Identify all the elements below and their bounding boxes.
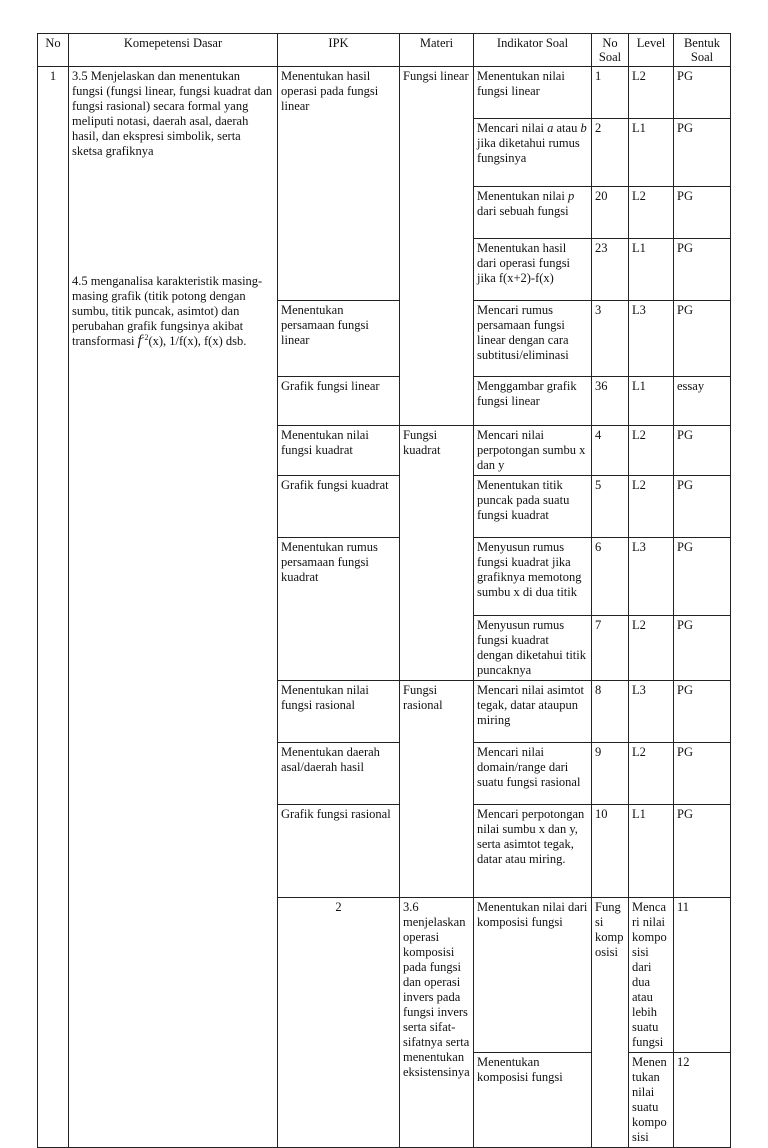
no-soal-cell: 23 [592, 239, 629, 301]
indikator-cell: Mencari nilai domain/range dari suatu fungsi rasional [474, 743, 592, 805]
level-cell: L3 [629, 681, 674, 743]
indikator-cell: Mencari nilai perpotongan sumbu x dan y [474, 426, 592, 476]
no-soal-cell: 9 [592, 743, 629, 805]
level-cell: L3 [629, 538, 674, 616]
kd-4-5-function: f [137, 333, 142, 349]
ipk-cell: Menentukan daerah asal/daerah hasil [278, 743, 400, 805]
kd-4-5-before: 4.5 menganalisa karakteristik masing-masing grafik (titik potong dengan sumbu, titik puncak, asimtot) dan perubahan grafik fungsinya akibat transformasi [72, 274, 263, 348]
ipk-cell: Grafik fungsi linear [278, 377, 400, 426]
indikator-cell: Menentukan nilai p dari sebuah fungsi [474, 187, 592, 239]
indikator-cell: Menggambar grafik fungsi linear [474, 377, 592, 426]
header-materi: Materi [400, 34, 474, 67]
indikator-cell: Mencari perpotongan nilai sumbu x dan y, serta asimtot tegak, datar atau miring. [474, 805, 592, 898]
no-soal-cell: 7 [592, 616, 629, 681]
no-soal-cell: 20 [592, 187, 629, 239]
ipk-cell: Menentukan nilai fungsi kuadrat [278, 426, 400, 476]
no-soal-cell: 12 [674, 1053, 731, 1148]
bentuk-soal-cell: PG [674, 239, 731, 301]
bentuk-soal-cell: PG [674, 743, 731, 805]
indikator-cell: Menentukan titik puncak pada suatu fungsi kuadrat [474, 476, 592, 538]
level-cell: L2 [629, 426, 674, 476]
no-soal-cell: 8 [592, 681, 629, 743]
indikator-cell: Menentukan nilai suatu komposisi [629, 1053, 674, 1148]
indikator-cell: Mencari nilai komposisi dari dua atau lebih suatu fungsi [629, 898, 674, 1053]
bentuk-soal-cell: PG [674, 119, 731, 187]
kd-4-5-after: (x), 1/f(x), f(x) dsb. [148, 334, 247, 348]
header-kompetensi-dasar: Komepetensi Dasar [69, 34, 278, 67]
ipk-cell: Menentukan komposisi fungsi [474, 1053, 592, 1148]
table-row [38, 67, 731, 119]
bentuk-soal-cell: PG [674, 187, 731, 239]
kd-4-5-superscript: -2 [141, 332, 149, 342]
no-soal-cell: 6 [592, 538, 629, 616]
level-cell: L3 [629, 301, 674, 377]
header-indikator-soal: Indikator Soal [474, 34, 592, 67]
variable-p: p [567, 189, 575, 203]
variable-b: b [580, 121, 587, 135]
level-cell: L1 [629, 119, 674, 187]
ipk-cell: Menentukan nilai dari komposisi fungsi [474, 898, 592, 1053]
level-cell: L2 [629, 67, 674, 119]
kisi-kisi-table [37, 33, 731, 1148]
indikator-cell: Menentukan nilai fungsi linear [474, 67, 592, 119]
no-soal-cell: 3 [592, 301, 629, 377]
variable-a: a [547, 121, 554, 135]
document-page [37, 33, 730, 1144]
row-number: 1 [38, 67, 69, 1148]
no-soal-cell: 36 [592, 377, 629, 426]
level-cell: L1 [629, 805, 674, 898]
ipk-cell: Grafik fungsi kuadrat [278, 476, 400, 538]
bentuk-soal-cell: PG [674, 616, 731, 681]
header-no-soal: No Soal [592, 34, 629, 67]
indikator-cell: Mencari nilai asimtot tegak, datar ataupun miring [474, 681, 592, 743]
bentuk-soal-cell: PG [674, 426, 731, 476]
no-soal-cell: 2 [592, 119, 629, 187]
no-soal-cell: 10 [592, 805, 629, 898]
header-row [38, 34, 731, 67]
materi-cell: Fungsi linear [400, 67, 474, 426]
indikator-cell: Mencari nilai a atau b jika diketahui rumus fungsinya [474, 119, 592, 187]
indikator-cell: Mencari rumus persamaan fungsi linear dengan cara subtitusi/eliminasi [474, 301, 592, 377]
no-soal-cell: 1 [592, 67, 629, 119]
level-cell: L2 [629, 476, 674, 538]
no-soal-cell: 4 [592, 426, 629, 476]
ipk-cell: Menentukan hasil operasi pada fungsi linear [278, 67, 400, 301]
level-cell: L1 [629, 377, 674, 426]
header-ipk: IPK [278, 34, 400, 67]
kompetensi-dasar-cell: 3.6 menjelaskan operasi komposisi pada fungsi dan operasi invers pada fungsi invers serta sifat-sifatnya serta menentukan eksistensinya [400, 898, 474, 1148]
level-cell: L2 [629, 187, 674, 239]
bentuk-soal-cell: PG [674, 301, 731, 377]
row-number: 2 [278, 898, 400, 1148]
bentuk-soal-cell: PG [674, 681, 731, 743]
bentuk-soal-cell: PG [674, 476, 731, 538]
level-cell: L2 [629, 743, 674, 805]
indikator-cell: Menentukan hasil dari operasi fungsi jika f(x+2)-f(x) [474, 239, 592, 301]
level-cell: L1 [629, 239, 674, 301]
indikator-cell: Menyusun rumus fungsi kuadrat jika grafiknya memotong sumbu x di dua titik [474, 538, 592, 616]
bentuk-soal-cell: PG [674, 67, 731, 119]
ipk-cell: Grafik fungsi rasional [278, 805, 400, 898]
kd-3-5-text: 3.5 Menjelaskan dan menentukan fungsi (fungsi linear, fungsi kuadrat dan fungsi rasional) secara formal yang meliputi notasi, daerah asal, daerah hasil, dan ekspresi simbolik, serta sketsa grafiknya [72, 69, 273, 158]
bentuk-soal-cell: essay [674, 377, 731, 426]
bentuk-soal-cell: PG [674, 538, 731, 616]
header-no: No [38, 34, 69, 67]
header-level: Level [629, 34, 674, 67]
kompetensi-dasar-cell [69, 67, 278, 1148]
no-soal-cell: 5 [592, 476, 629, 538]
no-soal-cell: 11 [674, 898, 731, 1053]
level-cell: L2 [629, 616, 674, 681]
header-bentuk-soal: Bentuk Soal [674, 34, 731, 67]
materi-cell: Fungsi rasional [400, 681, 474, 898]
materi-cell: Fungsi kuadrat [400, 426, 474, 681]
kd-4-5-text [72, 274, 274, 349]
ipk-cell: Menentukan nilai fungsi rasional [278, 681, 400, 743]
indikator-cell: Menyusun rumus fungsi kuadrat dengan diketahui titik puncaknya [474, 616, 592, 681]
ipk-cell: Menentukan rumus persamaan fungsi kuadrat [278, 538, 400, 681]
materi-cell: Fungsi komposisi [592, 898, 629, 1148]
ipk-cell: Menentukan persamaan fungsi linear [278, 301, 400, 377]
bentuk-soal-cell: PG [674, 805, 731, 898]
